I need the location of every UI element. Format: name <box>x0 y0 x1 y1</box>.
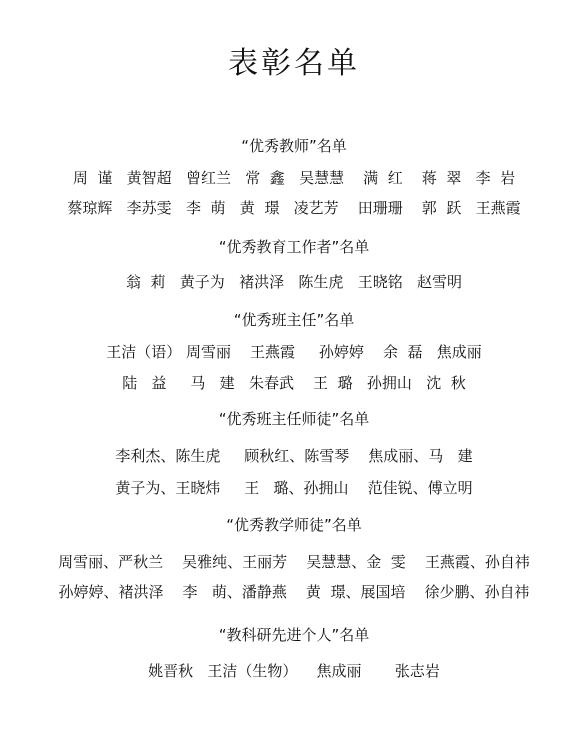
section-heading-excellent-class-teachers: “优秀班主任”名单 <box>233 311 355 329</box>
name-row: 蔡琼辉 李苏雯 李 萌 黄 璟 凌艺芳 田珊珊 郭 跃 王燕霞 <box>67 199 521 217</box>
section-heading-teaching-mentor-pairs: “优秀教学师徒”名单 <box>226 516 362 534</box>
section-heading-class-teacher-mentor-pairs: “优秀班主任师徒”名单 <box>218 410 370 428</box>
section-heading-excellent-teachers: “优秀教师”名单 <box>241 137 347 155</box>
section-heading-excellent-education-workers: “优秀教育工作者”名单 <box>218 238 370 256</box>
section-heading-research-advanced-individuals: “教科研先进个人”名单 <box>218 626 370 644</box>
document-title: 表彰名单 <box>228 46 360 81</box>
name-row: 陆 益 马 建 朱春武 王 璐 孙拥山 沈 秋 <box>122 374 466 392</box>
name-row: 李利杰、陈生虎 顾秋红、陈雪琴 焦成丽、马 建 <box>115 447 473 465</box>
name-row: 翁 莉 黄子为 褚洪泽 陈生虎 王晓铭 赵雪明 <box>125 273 463 291</box>
name-row: 王洁（语） 周雪丽 王燕霞 孙婷婷 余 磊 焦成丽 <box>106 343 482 361</box>
name-row: 周 谨 黄智超 曾红兰 常 鑫 吴慧慧 满 红 蒋 翠 李 岩 <box>72 169 516 187</box>
name-row: 孙婷婷、褚洪泽 李 萌、潘静燕 黄 璟、展国培 徐少鹏、孙自祎 <box>58 583 530 601</box>
name-row: 周雪丽、严秋兰 吴雅纯、王丽芳 吴慧慧、金 雯 王燕霞、孙自祎 <box>58 553 530 571</box>
name-row: 姚晋秋 王洁（生物） 焦成丽 张志岩 <box>148 662 440 680</box>
name-row: 黄子为、王晓炜 王 璐、孙拥山 范佳锐、傅立明 <box>115 479 473 497</box>
